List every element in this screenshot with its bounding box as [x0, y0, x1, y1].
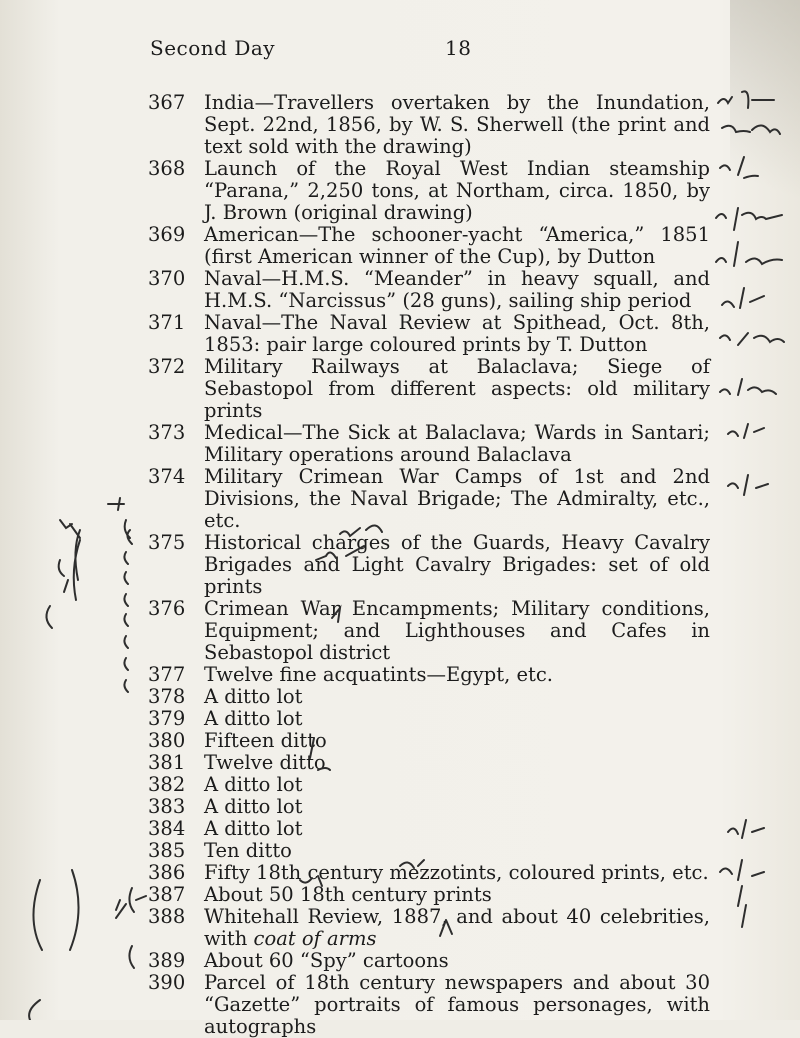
lot-description: Twelve ditto	[204, 751, 326, 774]
lot-description: American—The schooner-yacht “America,” 1851 (first American winner of the Cup), by Dutton	[204, 223, 710, 268]
lot-description: Ten ditto	[204, 839, 292, 862]
lot-item	[150, 818, 710, 840]
lot-description: India—Travellers overtaken by the Inundation, Sept. 22nd, 1856, by W. S. Sherwell (the print and text sold with the drawing)	[204, 91, 710, 158]
lot-item	[150, 268, 710, 312]
lot-description: A ditto lot	[204, 773, 303, 796]
lot-number: 380	[148, 729, 186, 752]
lot-description: Fifteen ditto	[204, 729, 327, 752]
lot-number: 381	[148, 751, 186, 774]
lot-item	[150, 752, 710, 774]
lot-description: Parcel of 18th century newspapers and about 30 “Gazette” portraits of famous personages, with autographs	[204, 971, 710, 1038]
lot-number: 377	[148, 663, 186, 686]
page-shadow	[730, 0, 800, 260]
lot-item	[150, 224, 710, 268]
lot-description: Historical charges of the Guards, Heavy Cavalry Brigades and Light Cavalry Brigades: set of old prints	[204, 531, 710, 598]
lot-item	[150, 356, 710, 422]
lot-item	[150, 158, 710, 224]
lot-description: Naval—The Naval Review at Spithead, Oct. 8th, 1853: pair large coloured prints by T. Dutton	[204, 311, 710, 356]
lot-number: 383	[148, 795, 186, 818]
lot-item	[150, 466, 710, 532]
lot-description	[204, 906, 710, 950]
lot-description: Naval—H.M.S. “Meander” in heavy squall, and H.M.S. “Narcissus” (28 guns), sailing ship period	[204, 267, 710, 312]
lot-number: 373	[148, 421, 186, 444]
lot-description: Crimean War Encampments; Military conditions, Equipment; and Lighthouses and Cafes in Sebastopol district	[204, 597, 710, 664]
lot-description: Twelve fine acquatints—Egypt, etc.	[204, 663, 553, 686]
lot-number: 379	[148, 707, 186, 730]
lot-item	[150, 312, 710, 356]
lot-description: About 50 18th century prints	[204, 883, 492, 906]
page-number: 18	[445, 36, 472, 60]
lot-description: A ditto lot	[204, 685, 303, 708]
lot-item	[150, 796, 710, 818]
lot-item	[150, 972, 710, 1038]
lot-item	[150, 730, 710, 752]
lot-number: 367	[148, 91, 186, 114]
lot-item	[150, 840, 710, 862]
lot-number: 374	[148, 465, 186, 488]
lot-item	[150, 92, 710, 158]
lot-item	[150, 422, 710, 466]
lot-description: Military Crimean War Camps of 1st and 2nd Divisions, the Naval Brigade; The Admiralty, etc., etc.	[204, 465, 710, 532]
lot-item	[150, 906, 710, 950]
lot-number: 378	[148, 685, 186, 708]
lot-description: Launch of the Royal West Indian steamship “Parana,” 2,250 tons, at Northam, circa. 1850, by J. Brown (original drawing)	[204, 157, 710, 224]
lot-description: A ditto lot	[204, 795, 303, 818]
lot-item	[150, 708, 710, 730]
lot-description: About 60 “Spy” cartoons	[204, 949, 449, 972]
lot-number: 382	[148, 773, 186, 796]
day-title: Second Day	[150, 36, 276, 60]
lot-item	[150, 884, 710, 906]
lot-number: 368	[148, 157, 186, 180]
lot-item	[150, 598, 710, 664]
lot-number: 370	[148, 267, 186, 290]
lot-description: A ditto lot	[204, 817, 303, 840]
lot-number: 375	[148, 531, 186, 554]
lot-item	[150, 686, 710, 708]
lot-number: 390	[148, 971, 186, 994]
lot-number: 371	[148, 311, 186, 334]
lot-item	[150, 862, 710, 884]
lot-description: Fifty 18th century mezzotints, coloured prints, etc.	[204, 861, 709, 884]
lot-number: 376	[148, 597, 186, 620]
lot-number: 384	[148, 817, 186, 840]
lot-number: 386	[148, 861, 186, 884]
lot-item	[150, 532, 710, 598]
lot-item	[150, 950, 710, 972]
lot-number: 388	[148, 905, 186, 928]
lot-number: 389	[148, 949, 186, 972]
lot-description-main: Whitehall Review, 1887, and about 40 celebrities, with	[204, 905, 710, 950]
lot-description: A ditto lot	[204, 707, 303, 730]
lot-description: Medical—The Sick at Balaclava; Wards in Santari; Military operations around Balaclava	[204, 421, 710, 466]
lot-description-italic: coat of arms	[253, 927, 377, 950]
lot-number: 369	[148, 223, 186, 246]
lot-item	[150, 664, 710, 686]
lot-number: 387	[148, 883, 186, 906]
lot-item	[150, 774, 710, 796]
lot-number: 372	[148, 355, 186, 378]
lot-number: 385	[148, 839, 186, 862]
lot-description: Military Railways at Balaclava; Siege of Sebastopol from different aspects: old military prints	[204, 355, 710, 422]
lot-list	[150, 92, 710, 1038]
